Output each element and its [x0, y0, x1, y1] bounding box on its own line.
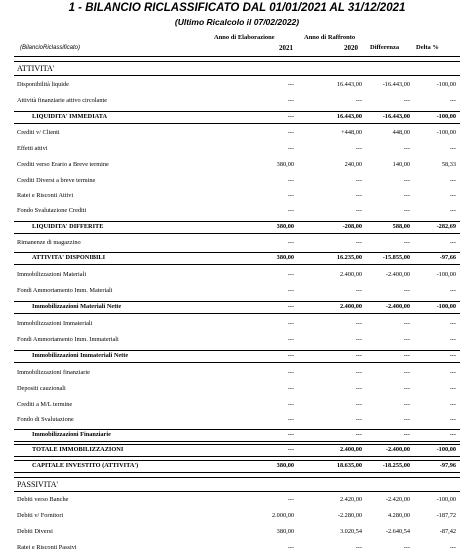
- value-2020: -208,00: [342, 223, 362, 230]
- value-delta: ---: [449, 287, 456, 294]
- table-row: [14, 525, 460, 539]
- header-differenza: Differenza: [370, 44, 400, 51]
- value-2020: ---: [355, 145, 362, 152]
- report-subtitle: (Ultimo Ricalcolo il 07/02/2022): [174, 17, 300, 27]
- value-delta: ---: [449, 416, 456, 423]
- row-label: Immobilizzazioni Materiali: [17, 271, 87, 278]
- row-label: TOTALE IMMOBILIZZAZIONI: [32, 446, 124, 453]
- row-label: Immobilizzazioni Finanziarie: [32, 431, 111, 438]
- value-delta: ---: [449, 544, 456, 551]
- row-rule: [14, 460, 460, 461]
- value-2021: ---: [287, 401, 294, 408]
- row-label: LIQUIDITA' IMMEDIATA: [32, 113, 108, 120]
- value-2021: ---: [287, 239, 294, 246]
- value-differenza: 448,00: [392, 129, 410, 136]
- row-label: Immobilizzazioni finanziarie: [17, 369, 90, 376]
- table-row: [14, 284, 460, 298]
- value-2020: 18.635,00: [336, 462, 362, 469]
- row-label: Debiti verso Banche: [17, 496, 69, 503]
- row-label: ATTIVITA': [17, 64, 55, 73]
- row-rule: [14, 123, 460, 124]
- row-rule: [14, 264, 460, 265]
- row-rule: [14, 456, 460, 457]
- table-row: [14, 94, 460, 108]
- row-rule: [14, 61, 460, 62]
- value-delta: -100,00: [436, 271, 456, 278]
- row-label: Debiti v/ Fornitori: [17, 512, 64, 519]
- value-2020: ---: [355, 207, 362, 214]
- row-label: Fondi Ammortamento Imm. Materiali: [17, 287, 113, 294]
- value-2020: 16.443,00: [336, 81, 362, 88]
- value-2020: ---: [355, 177, 362, 184]
- value-differenza: ---: [403, 192, 410, 199]
- value-2021: ---: [287, 496, 294, 503]
- value-differenza: -2.400,00: [385, 446, 410, 453]
- breadcrumb: (BilancioRiclassificato): [20, 45, 81, 51]
- row-label: Attività finanziarie attivo circolante: [17, 97, 108, 104]
- value-2021: ---: [287, 145, 294, 152]
- value-delta: -97,66: [439, 254, 456, 261]
- value-2020: ---: [355, 192, 362, 199]
- value-2021: ---: [287, 271, 294, 278]
- row-rule: [14, 444, 460, 445]
- value-2021: ---: [287, 352, 294, 359]
- value-differenza: ---: [403, 416, 410, 423]
- value-delta: ---: [449, 177, 456, 184]
- value-delta: -97,96: [439, 462, 456, 469]
- value-differenza: ---: [403, 336, 410, 343]
- value-2020: ---: [355, 287, 362, 294]
- header-rule: [14, 56, 460, 57]
- value-differenza: 140,00: [392, 161, 410, 168]
- value-2021: ---: [287, 207, 294, 214]
- table-row: [14, 413, 460, 427]
- value-2020: ---: [355, 401, 362, 408]
- value-differenza: -2.420,00: [385, 496, 410, 503]
- value-differenza: ---: [403, 320, 410, 327]
- table-row: [14, 268, 460, 282]
- value-delta: ---: [449, 369, 456, 376]
- value-2020: 16.443,00: [336, 113, 362, 120]
- value-differenza: ---: [403, 385, 410, 392]
- value-2021: ---: [287, 336, 294, 343]
- row-rule: [14, 233, 460, 234]
- row-label: Effetti attivi: [17, 145, 48, 152]
- value-delta: -100,00: [436, 113, 456, 120]
- value-2021: ---: [287, 431, 294, 438]
- row-label: Rimanenze di magazzino: [17, 239, 81, 246]
- header-year-2020: 2020: [344, 44, 358, 52]
- row-label: Crediti v/ Clienti: [17, 129, 60, 136]
- value-delta: -187,72: [436, 512, 456, 519]
- value-2021: ---: [287, 287, 294, 294]
- value-delta: -100,00: [436, 446, 456, 453]
- value-2020: ---: [355, 544, 362, 551]
- value-2021: ---: [287, 544, 294, 551]
- table-row: [14, 541, 460, 555]
- row-rule: [14, 301, 460, 302]
- value-2021: 2.000,00: [271, 512, 294, 519]
- row-rule: [14, 491, 460, 492]
- header-elab: Anno di Elaborazione: [214, 34, 275, 41]
- row-rule: [14, 111, 460, 112]
- value-2021: ---: [287, 446, 294, 453]
- value-delta: -87,42: [439, 528, 456, 535]
- value-delta: 58,33: [441, 161, 456, 168]
- value-2021: 380,00: [276, 462, 294, 469]
- row-label: Immobilizzazioni Immateriali Nette: [32, 352, 129, 359]
- row-label: Debiti Diversi: [17, 528, 53, 535]
- value-2021: ---: [287, 113, 294, 120]
- value-2020: ---: [355, 352, 362, 359]
- row-rule: [14, 75, 460, 76]
- table-row: [14, 317, 460, 331]
- value-delta: ---: [449, 431, 456, 438]
- table-row: [14, 493, 460, 507]
- value-differenza: ---: [403, 145, 410, 152]
- table-row: [14, 366, 460, 380]
- value-2020: 2.400,00: [339, 446, 362, 453]
- value-differenza: ---: [403, 544, 410, 551]
- value-2020: 3.020,54: [339, 528, 362, 535]
- subtotal-row: [14, 428, 460, 442]
- value-delta: ---: [449, 401, 456, 408]
- table-row: [14, 142, 460, 156]
- value-differenza: ---: [403, 369, 410, 376]
- value-2020: ---: [355, 385, 362, 392]
- value-differenza: ---: [403, 97, 410, 104]
- row-rule: [14, 472, 460, 473]
- value-2021: ---: [287, 385, 294, 392]
- header-year-2021: 2021: [279, 44, 293, 52]
- value-2020: 2.400,00: [339, 303, 362, 310]
- value-2021: ---: [287, 177, 294, 184]
- value-differenza: 588,00: [392, 223, 410, 230]
- row-label: Crediti a M/L termine: [17, 401, 73, 408]
- value-delta: -100,00: [436, 129, 456, 136]
- row-rule: [14, 441, 460, 442]
- table-row: [14, 236, 460, 250]
- value-2021: 380,00: [276, 223, 294, 230]
- value-2021: ---: [287, 97, 294, 104]
- value-2020: 2.420,00: [339, 496, 362, 503]
- value-2020: +448,00: [341, 129, 362, 136]
- row-label: Crediti Diversi a breve termine: [17, 177, 96, 184]
- value-2020: ---: [355, 431, 362, 438]
- value-differenza: -15.855,00: [382, 254, 410, 261]
- value-differenza: -2.400,00: [385, 271, 410, 278]
- value-2020: -2.280,00: [337, 512, 362, 519]
- value-differenza: -2.400,00: [385, 303, 410, 310]
- value-delta: ---: [449, 320, 456, 327]
- value-2020: 16.235,00: [336, 254, 362, 261]
- row-rule: [14, 429, 460, 430]
- row-label: Depositi cauzionali: [17, 385, 66, 392]
- row-label: LIQUIDITA' DIFFERITE: [32, 223, 104, 230]
- value-2021: 380,00: [276, 161, 294, 168]
- value-differenza: -18.255,00: [382, 462, 410, 469]
- value-delta: ---: [449, 192, 456, 199]
- value-delta: ---: [449, 352, 456, 359]
- table-row: [14, 398, 460, 412]
- value-delta: ---: [449, 385, 456, 392]
- value-2021: ---: [287, 192, 294, 199]
- value-2020: ---: [355, 336, 362, 343]
- value-differenza: ---: [403, 352, 410, 359]
- value-2020: ---: [355, 239, 362, 246]
- row-label: Immobilizzazioni Immateriali: [17, 320, 93, 327]
- value-2020: 2.400,00: [339, 271, 362, 278]
- value-2021: 380,00: [276, 528, 294, 535]
- value-delta: -100,00: [436, 81, 456, 88]
- row-label: Disponibilità liquide: [17, 81, 69, 88]
- value-differenza: ---: [403, 239, 410, 246]
- table-row: [14, 204, 460, 218]
- value-delta: -282,69: [436, 223, 456, 230]
- value-differenza: -16.443,00: [382, 81, 410, 88]
- row-rule: [14, 350, 460, 351]
- row-label: PASSIVITA': [17, 480, 58, 489]
- value-2021: ---: [287, 129, 294, 136]
- value-delta: ---: [449, 239, 456, 246]
- table-row: [14, 158, 460, 172]
- row-rule: [14, 477, 460, 478]
- subtotal-row: [14, 459, 460, 473]
- value-2021: ---: [287, 369, 294, 376]
- table-row: [14, 189, 460, 203]
- value-2021: ---: [287, 81, 294, 88]
- value-differenza: ---: [403, 287, 410, 294]
- header-delta: Delta %: [416, 44, 439, 51]
- value-delta: -100,00: [436, 303, 456, 310]
- subtotal-row: [14, 300, 460, 314]
- table-row: [14, 174, 460, 188]
- row-rule: [14, 362, 460, 363]
- value-2020: ---: [355, 369, 362, 376]
- row-rule: [14, 221, 460, 222]
- table-row: [14, 509, 460, 523]
- row-rule: [14, 252, 460, 253]
- row-label: Fondo Svalutazione Crediti: [17, 207, 87, 214]
- row-label: ATTIVITA' DISPONIBILI: [32, 254, 106, 261]
- value-differenza: ---: [403, 177, 410, 184]
- row-label: CAPITALE INVESTITO (ATTIVITA'): [32, 462, 139, 469]
- value-differenza: ---: [403, 207, 410, 214]
- value-delta: ---: [449, 97, 456, 104]
- row-label: Fondi Ammortamento Imm. Immateriali: [17, 336, 119, 343]
- table-row: [14, 126, 460, 140]
- row-rule: [14, 313, 460, 314]
- header-raff: Anno di Raffronto: [304, 34, 356, 41]
- value-differenza: -2.640,54: [385, 528, 410, 535]
- report-title: 1 - BILANCIO RICLASSIFICATO DAL 01/01/2021 AL 31/12/2021: [68, 2, 406, 14]
- subtotal-row: [14, 443, 460, 457]
- value-delta: ---: [449, 336, 456, 343]
- value-delta: ---: [449, 145, 456, 152]
- section-header: [14, 62, 460, 76]
- table-row: [14, 382, 460, 396]
- row-label: Fondo di Svalutazione: [17, 416, 74, 423]
- subtotal-row: [14, 251, 460, 265]
- value-differenza: ---: [403, 431, 410, 438]
- value-differenza: -16.443,00: [382, 113, 410, 120]
- row-label: Immobilizzazioni Materiali Nette: [32, 303, 122, 310]
- value-2020: ---: [355, 416, 362, 423]
- value-2020: 240,00: [344, 161, 362, 168]
- table-row: [14, 333, 460, 347]
- value-2021: ---: [287, 303, 294, 310]
- value-delta: ---: [449, 207, 456, 214]
- subtotal-row: [14, 110, 460, 124]
- subtotal-row: [14, 220, 460, 234]
- value-differenza: 4.280,00: [387, 512, 410, 519]
- value-delta: -100,00: [436, 496, 456, 503]
- value-differenza: ---: [403, 401, 410, 408]
- row-label: Crediti verso Erario a Breve termine: [17, 161, 109, 168]
- value-2021: 380,00: [276, 254, 294, 261]
- row-label: Ratei e Risconti Passivi: [17, 544, 77, 551]
- row-label: Ratei e Risconti Attivi: [17, 192, 74, 199]
- section-header: [14, 478, 460, 492]
- value-2021: ---: [287, 320, 294, 327]
- value-2020: ---: [355, 97, 362, 104]
- subtotal-row: [14, 349, 460, 363]
- value-2020: ---: [355, 320, 362, 327]
- table-row: [14, 78, 460, 92]
- value-2021: ---: [287, 416, 294, 423]
